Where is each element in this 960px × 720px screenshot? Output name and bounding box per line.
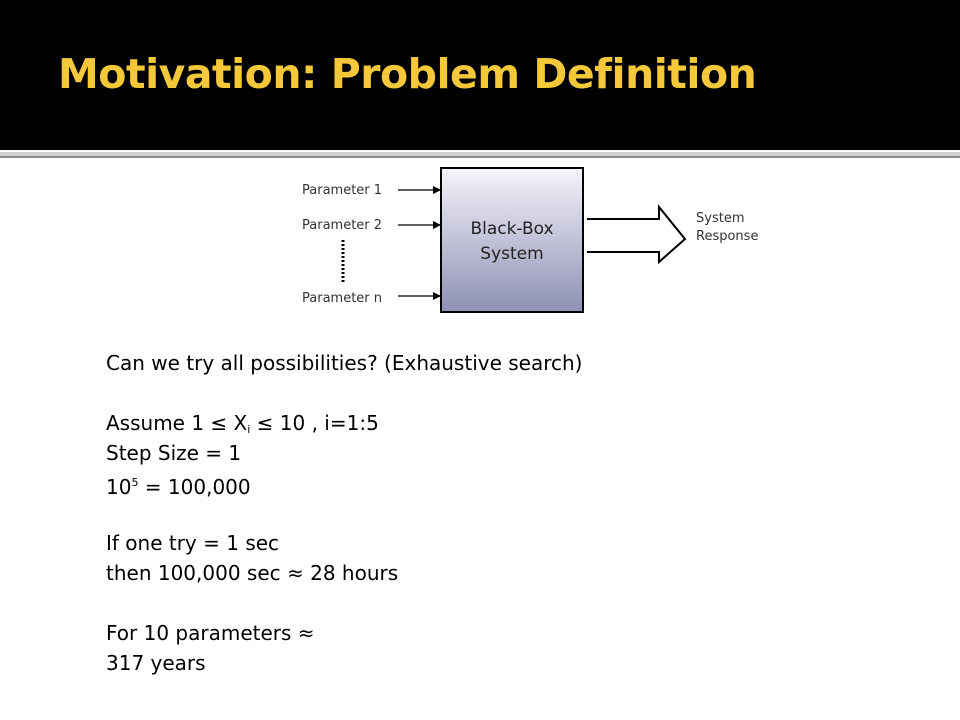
power-base: 10	[106, 475, 132, 499]
question-line: Can we try all possibilities? (Exhaustive search)	[106, 351, 583, 375]
power-line	[106, 468, 582, 498]
then-line: then 100,000 sec ≈ 28 hours	[106, 561, 399, 585]
output-label-line1: System	[696, 211, 745, 226]
output-label-line2: Response	[696, 229, 759, 244]
step-size-line: Step Size = 1	[106, 441, 242, 465]
box-label-line2: System	[480, 244, 544, 264]
black-box	[441, 168, 583, 312]
power-exponent: 5	[131, 476, 139, 489]
input-label-n: Parameter n	[302, 291, 383, 306]
assume-subscript: i	[247, 423, 251, 436]
years-line: 317 years	[106, 651, 206, 675]
output-arrow	[587, 207, 685, 262]
input-label-1: Parameter 1	[302, 183, 383, 198]
box-label-line1: Black-Box	[470, 219, 554, 239]
assume-line	[106, 408, 582, 438]
body-text	[106, 348, 582, 678]
power-result: = 100,000	[138, 475, 251, 499]
ten-params-line: For 10 parameters ≈	[106, 621, 315, 645]
one-try-line: If one try = 1 sec	[106, 531, 280, 555]
slide-title: Motivation: Problem Definition	[58, 50, 757, 98]
assume-prefix: Assume 1 ≤ X	[106, 411, 248, 435]
assume-suffix: ≤ 10 , i=1:5	[250, 411, 379, 435]
input-label-2: Parameter 2	[302, 218, 383, 233]
